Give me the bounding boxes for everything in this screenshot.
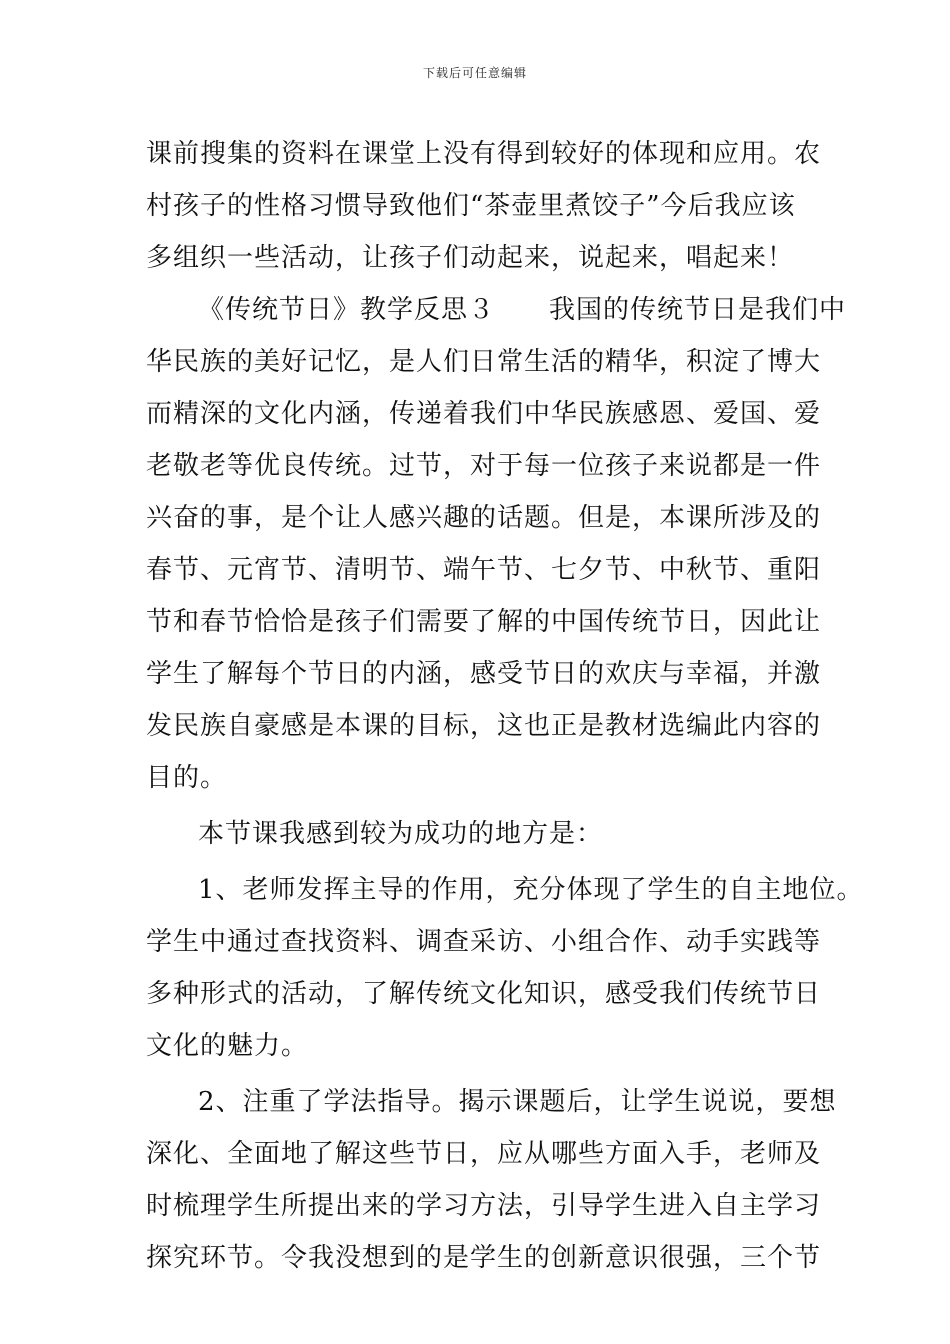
paragraph-heading-line: 《传统节日》教学反思３ 我国的传统节日是我们中 [198, 295, 847, 325]
text-line: 节和春节恰恰是孩子们需要了解的中国传统节日，因此让 [146, 607, 822, 637]
text-line: 华民族的美好记忆，是人们日常生活的精华，积淀了博大 [146, 347, 822, 377]
paragraph-line: 本节课我感到较为成功的地方是： [198, 819, 604, 849]
text-line: 学生了解每个节日的内涵，感受节日的欢庆与幸福，并激 [146, 659, 822, 689]
text-line: 深化、全面地了解这些节日，应从哪些方面入手，老师及 [146, 1139, 822, 1169]
text-line: 多种形式的活动，了解传统文化知识，感受我们传统节日 [146, 979, 822, 1009]
text-line: 村孩子的性格习惯导致他们“茶壶里煮饺子”今后我应该 [146, 191, 796, 221]
text-line: 春节、元宵节、清明节、端午节、七夕节、中秋节、重阳 [146, 555, 822, 585]
text-line: 课前搜集的资料在课堂上没有得到较好的体现和应用。农 [146, 139, 822, 169]
text-line: 多组织一些活动，让孩子们动起来，说起来，唱起来！ [146, 243, 795, 273]
text-line: 目的。 [146, 763, 228, 793]
text-line: 探究环节。令我没想到的是学生的创新意识很强，三个节 [146, 1243, 822, 1273]
paragraph-line: 1、老师发挥主导的作用，充分体现了学生的自主地位。 [198, 875, 864, 905]
header-note: 下载后可任意编辑 [422, 66, 527, 80]
text-line: 学生中通过查找资料、调查采访、小组合作、动手实践等 [146, 927, 822, 957]
paragraph-line: 2、注重了学法指导。揭示课题后，让学生说说，要想 [198, 1087, 837, 1117]
text-line: 发民族自豪感是本课的目标，这也正是教材选编此内容的 [146, 711, 822, 741]
text-line: 兴奋的事，是个让人感兴趣的话题。但是，本课所涉及的 [146, 503, 822, 533]
body-text [146, 128, 864, 1284]
text-line: 时梳理学生所提出来的学习方法，引导学生进入自主学习 [146, 1191, 822, 1221]
text-line: 老敬老等优良传统。过节，对于每一位孩子来说都是一件 [146, 451, 822, 481]
text-line: 文化的魅力。 [146, 1031, 309, 1061]
text-line: 而精深的文化内涵，传递着我们中华民族感恩、爱国、爱 [146, 399, 822, 429]
